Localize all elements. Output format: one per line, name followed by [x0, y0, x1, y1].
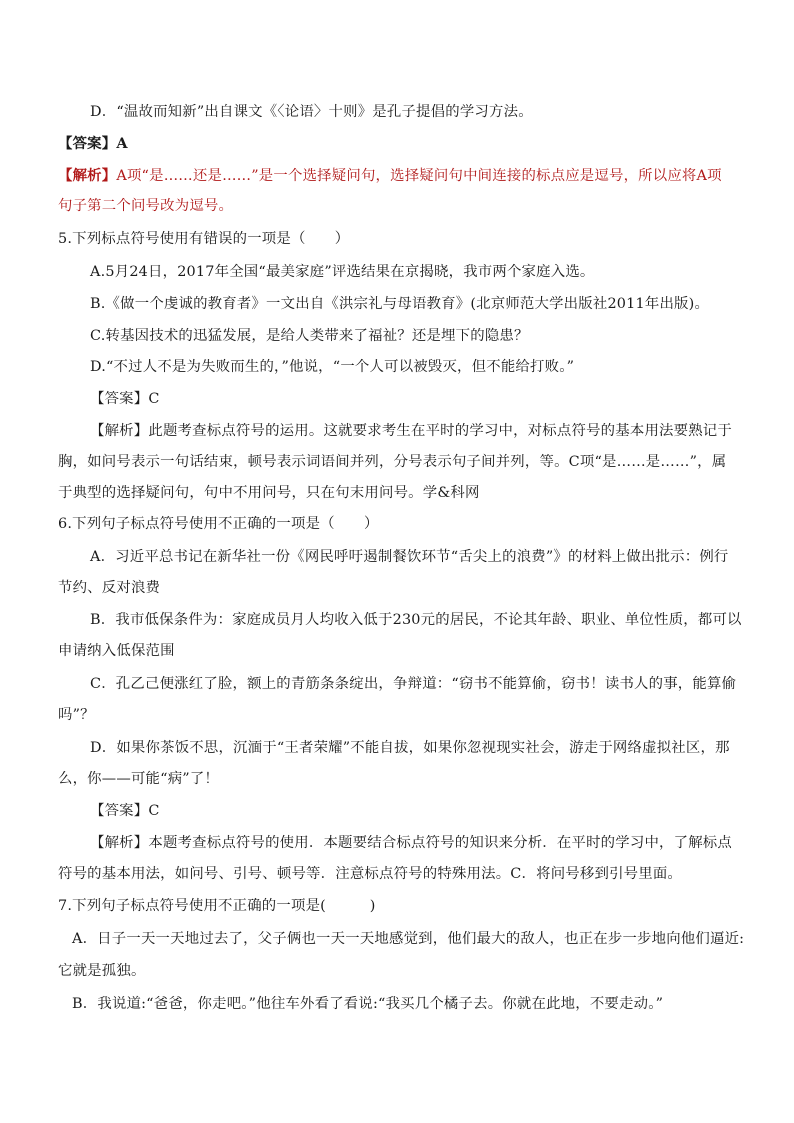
q6-option-b-line1: B．我市低保条件为：家庭成员月人均收入低于230元的居民，不论其年龄、职业、单位性质，都可以 — [90, 612, 742, 628]
q6-option-c-line2: 吗”？ — [58, 707, 95, 723]
q6-analysis-line2: 符号的基本用法，如问号、引号、顿号等．注意标点符号的特殊用法。C．将问号移到引号里面。 — [58, 866, 683, 882]
q6-option-a-line2: 节约、反对浪费 — [58, 580, 161, 596]
q5-question: 5.下列标点符号使用有错误的一项是（ ） — [58, 231, 350, 247]
q5-analysis-line1: 【解析】此题考查标点符号的运用。这就要求考生在平时的学习中，对标点符号的基本用法要熟记于 — [90, 423, 732, 439]
q5-analysis-line3: 于典型的选择疑问句，句中不用问号，只在句末用问号。学&科网 — [58, 485, 480, 501]
q5-option-d: D.“不过人不是为失败而生的，”他说，“一个人可以被毁灭，但不能给打败。” — [90, 359, 575, 375]
q6-option-d-line1: D．如果你茶饭不思，沉湎于“王者荣耀”不能自拔，如果你忽视现实社会，游走于网络虚拟社区，那 — [90, 740, 730, 756]
q5-option-b: B.《做一个虔诚的教育者》一文出自《洪宗礼与母语教育》(北京师范大学出版社2011年出版)。 — [90, 296, 710, 312]
q5-answer: 【答案】C — [90, 391, 160, 407]
q4-answer: 【答案】A — [58, 135, 128, 152]
q7-option-b: B．我说道:“爸爸，你走吧。”他往车外看了看说:“我买几个橘子去。你就在此地，不要走动。” — [72, 996, 664, 1012]
q6-option-c-line1: C．孔乙己便涨红了脸，额上的青筋条条绽出，争辩道：“窃书不能算偷，窃书！读书人的事，能算偷 — [90, 676, 737, 692]
q7-option-a-line1: A．日子一天一天地过去了，父子俩也一天一天地感觉到，他们最大的敌人，也正在步一步地向他们逼近: — [72, 931, 745, 947]
q7-option-a-line2: 它就是孤独。 — [58, 963, 146, 979]
q6-question: 6.下列句子标点符号使用不正确的一项是（ ） — [58, 516, 379, 532]
q4-analysis-label: 【解析】 — [58, 167, 117, 184]
q7-question: 7.下列句子标点符号使用不正确的一项是( ) — [58, 898, 376, 914]
q6-option-d-line2: 么，你——可能“病”了！ — [58, 771, 220, 787]
q6-analysis-line1: 【解析】本题考查标点符号的使用．本题要结合标点符号的知识来分析．在平时的学习中，了解标点 — [90, 835, 732, 851]
q4-option-d: D．“温故而知新”出自课文《〈论语〉十则》是孔子提倡的学习方法。 — [90, 104, 533, 120]
q6-answer: 【答案】C — [90, 803, 160, 819]
q4-analysis-line2: 句子第二个问号改为逗号。 — [58, 198, 234, 214]
q6-option-a-line1: A．习近平总书记在新华社一份《网民呼吁遏制餐饮环节“舌尖上的浪费”》的材料上做出批示：例行 — [90, 549, 729, 565]
q4-analysis-line1 — [58, 166, 722, 186]
q5-option-c: C.转基因技术的迅猛发展，是给人类带来了福祉？还是埋下的隐患？ — [90, 328, 529, 344]
q4-analysis-text: A项“是……还是……”是一个选择疑问句，选择疑问句中间连接的标点应是逗号，所以应将A项 — [116, 168, 722, 184]
q5-analysis-line2: 胸，如问号表示一句话结束，顿号表示词语间并列，分号表示句子间并列，等。C项“是……是……”，属 — [58, 454, 727, 470]
q6-option-b-line2: 申请纳入低保范围 — [58, 643, 175, 659]
q5-option-a: A.5月24日，2017年全国“最美家庭”评选结果在京揭晓，我市两个家庭入选。 — [90, 264, 595, 280]
